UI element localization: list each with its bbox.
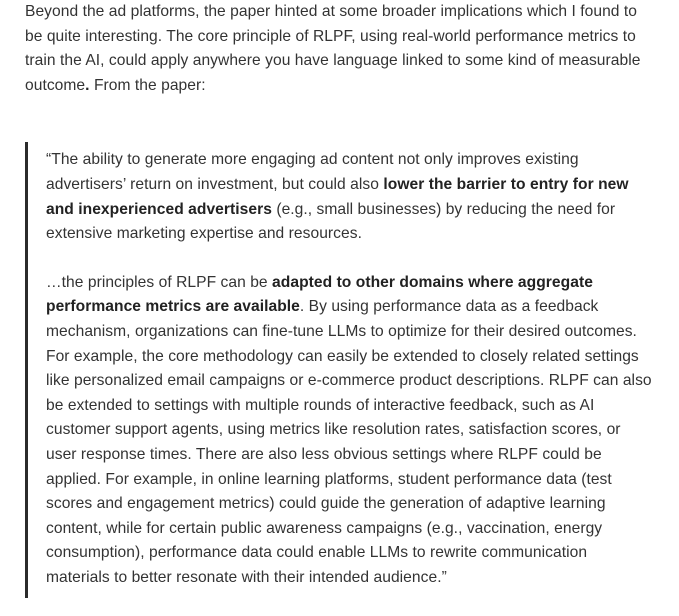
quote-2-text-before: …the principles of RLPF can be	[46, 273, 273, 291]
intro-period: .	[85, 76, 90, 94]
quote-paragraph-2	[46, 271, 655, 591]
paper-blockquote	[25, 142, 655, 598]
quote-2-bold-text: adapted to other domains where aggregate performance metrics are available	[46, 273, 593, 316]
intro-lead-in: From the paper:	[89, 76, 206, 94]
quote-1-bold-text: lower the barrier to entry for new and inexperienced advertisers	[46, 175, 629, 218]
intro-text: Beyond the ad platforms, the paper hinted at some broader implications which I found to be quite interesting. The core principle of RLPF, using real-world performance metrics to train the AI, could apply anywhere you have language linked to some kind of measurable outcome	[25, 3, 641, 94]
article-body	[25, 0, 655, 598]
quote-1-text-before: “The ability to generate more engaging ad content not only improves existing advertisers’ return on investment, but could also	[46, 151, 579, 193]
intro-paragraph	[25, 0, 655, 98]
quote-1-text-after: (e.g., small businesses) by reducing the need for extensive marketing expertise and resources.	[46, 200, 616, 243]
quote-2-text-after: . By using performance data as a feedback mechanism, organizations can fine-tune LLMs to optimize for their desired outcomes. For example, the core methodology can easily be extended to closely related settings like personalized email campaigns or e-commerce product descriptions. RLPF can also be extended to settings with multiple rounds of interactive feedback, such as AI customer support agents, using metrics like resolution rates, satisfaction scores, or user response times. There are also less obvious settings where RLPF could be applied. For example, in online learning platforms, student performance data (test scores and engagement metrics) could guide the generation of adaptive learning content, while for certain public awareness campaigns (e.g., vaccination, energy consumption), performance data could enable LLMs to rewrite communication materials to better resonate with their intended audience.”	[46, 298, 652, 586]
quote-paragraph-1	[46, 142, 655, 246]
